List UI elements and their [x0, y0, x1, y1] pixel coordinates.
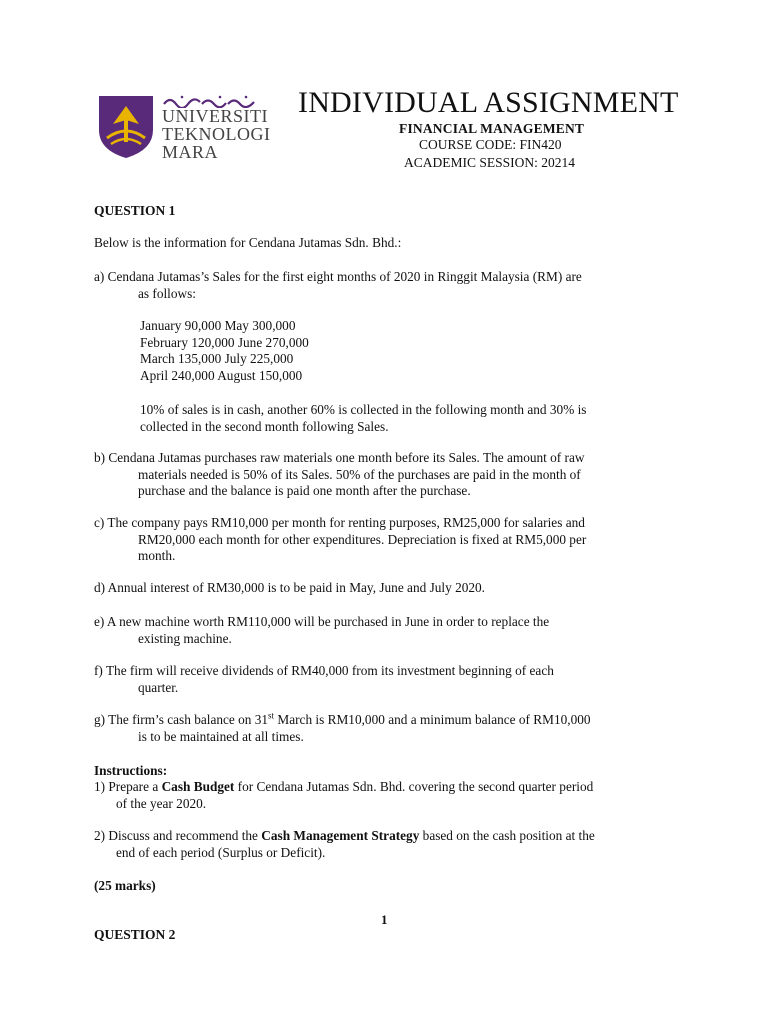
page-number: 1 [381, 912, 388, 927]
instruction-1-post: for Cendana Jutamas Sdn. Bhd. covering the second quarter period [234, 779, 594, 794]
item-f [94, 663, 684, 696]
document-title: INDIVIDUAL ASSIGNMENT [298, 86, 679, 119]
instruction-2-bold: Cash Management Strategy [261, 828, 420, 843]
collection-line-2: collected in the second month following Sales. [140, 418, 389, 434]
item-g-line-1 [94, 712, 684, 729]
question-1-intro: Below is the information for Cendana Jutamas Sdn. Bhd.: [94, 235, 402, 250]
item-g-pre: g) The firm’s cash balance on 31 [94, 712, 269, 727]
item-e-line-2: existing machine. [138, 630, 232, 646]
item-c-line-2: RM20,000 each month for other expenditures. Depreciation is fixed at RM5,000 per [138, 531, 587, 547]
sales-row: March 135,000 July 225,000 [140, 351, 294, 366]
sales-row: February 120,000 June 270,000 [140, 334, 309, 350]
question-2-heading: QUESTION 2 [94, 927, 176, 942]
question-1-heading: QUESTION 1 [94, 203, 176, 218]
item-e [94, 614, 684, 647]
logo-word-3: MARA [162, 142, 219, 162]
instruction-1-bold: Cash Budget [161, 779, 235, 794]
instruction-2-post: based on the cash position at the [419, 828, 595, 843]
item-d [94, 580, 684, 597]
item-c-line-3: month. [138, 548, 176, 563]
logo-word-2: TEKNOLOGI [162, 124, 271, 144]
instruction-2-line-1 [94, 828, 684, 845]
item-g [94, 712, 684, 745]
sales-row: April 240,000 August 150,000 [140, 367, 303, 383]
sales-list [140, 318, 309, 384]
collection-line-1: 10% of sales is in cash, another 60% is collected in the following month and 30% is [140, 402, 587, 417]
item-b-line-3: purchase and the balance is paid one month after the purchase. [138, 483, 471, 498]
item-a-line-1: a) Cendana Jutamas’s Sales for the first eight months of 2020 in Ringgit Malaysia (RM) are [94, 269, 582, 284]
course-code: COURSE CODE: FIN420 [419, 137, 562, 152]
item-e-line-1: e) A new machine worth RM110,000 will be purchased in June in order to replace the [94, 614, 550, 629]
instruction-1 [94, 779, 684, 812]
item-g-sup: st [268, 710, 275, 721]
marks-label: (25 marks) [94, 878, 156, 893]
instruction-2 [94, 828, 684, 861]
instruction-2-pre: 2) Discuss and recommend the [94, 828, 262, 843]
sales-row: January 90,000 May 300,000 [140, 318, 296, 333]
subject-name: FINANCIAL MANAGEMENT [399, 121, 585, 136]
instruction-1-line-1 [94, 779, 684, 796]
item-c [94, 515, 684, 565]
item-d-line-1: d) Annual interest of RM30,000 is to be paid in May, June and July 2020. [94, 580, 485, 595]
instructions-heading: Instructions: [94, 763, 168, 778]
crest-icon [95, 94, 157, 160]
instruction-2-line-2: end of each period (Surplus or Deficit). [116, 844, 326, 860]
item-g-post: March is RM10,000 and a minimum balance of RM10,000 [274, 712, 591, 727]
university-logo [95, 92, 271, 162]
logo-word-1: UNIVERSITI [162, 106, 268, 126]
collection-note [140, 402, 680, 435]
item-f-line-1: f) The firm will receive dividends of RM40,000 from its investment beginning of each [94, 663, 554, 678]
instruction-1-pre: 1) Prepare a [94, 779, 162, 794]
item-a-line-2: as follows: [138, 285, 196, 301]
item-b [94, 450, 684, 500]
academic-session: ACADEMIC SESSION: 20214 [404, 155, 576, 170]
item-b-line-1: b) Cendana Jutamas purchases raw materials one month before its Sales. The amount of raw [94, 450, 585, 465]
item-f-line-2: quarter. [138, 679, 179, 695]
instruction-1-line-2: of the year 2020. [116, 795, 207, 811]
item-c-line-1: c) The company pays RM10,000 per month for renting purposes, RM25,000 for salaries and [94, 515, 585, 530]
item-b-line-2: materials needed is 50% of its Sales. 50% of the purchases are paid in the month of [138, 466, 581, 482]
item-g-line-2: is to be maintained at all times. [138, 728, 304, 744]
item-a [94, 269, 684, 302]
